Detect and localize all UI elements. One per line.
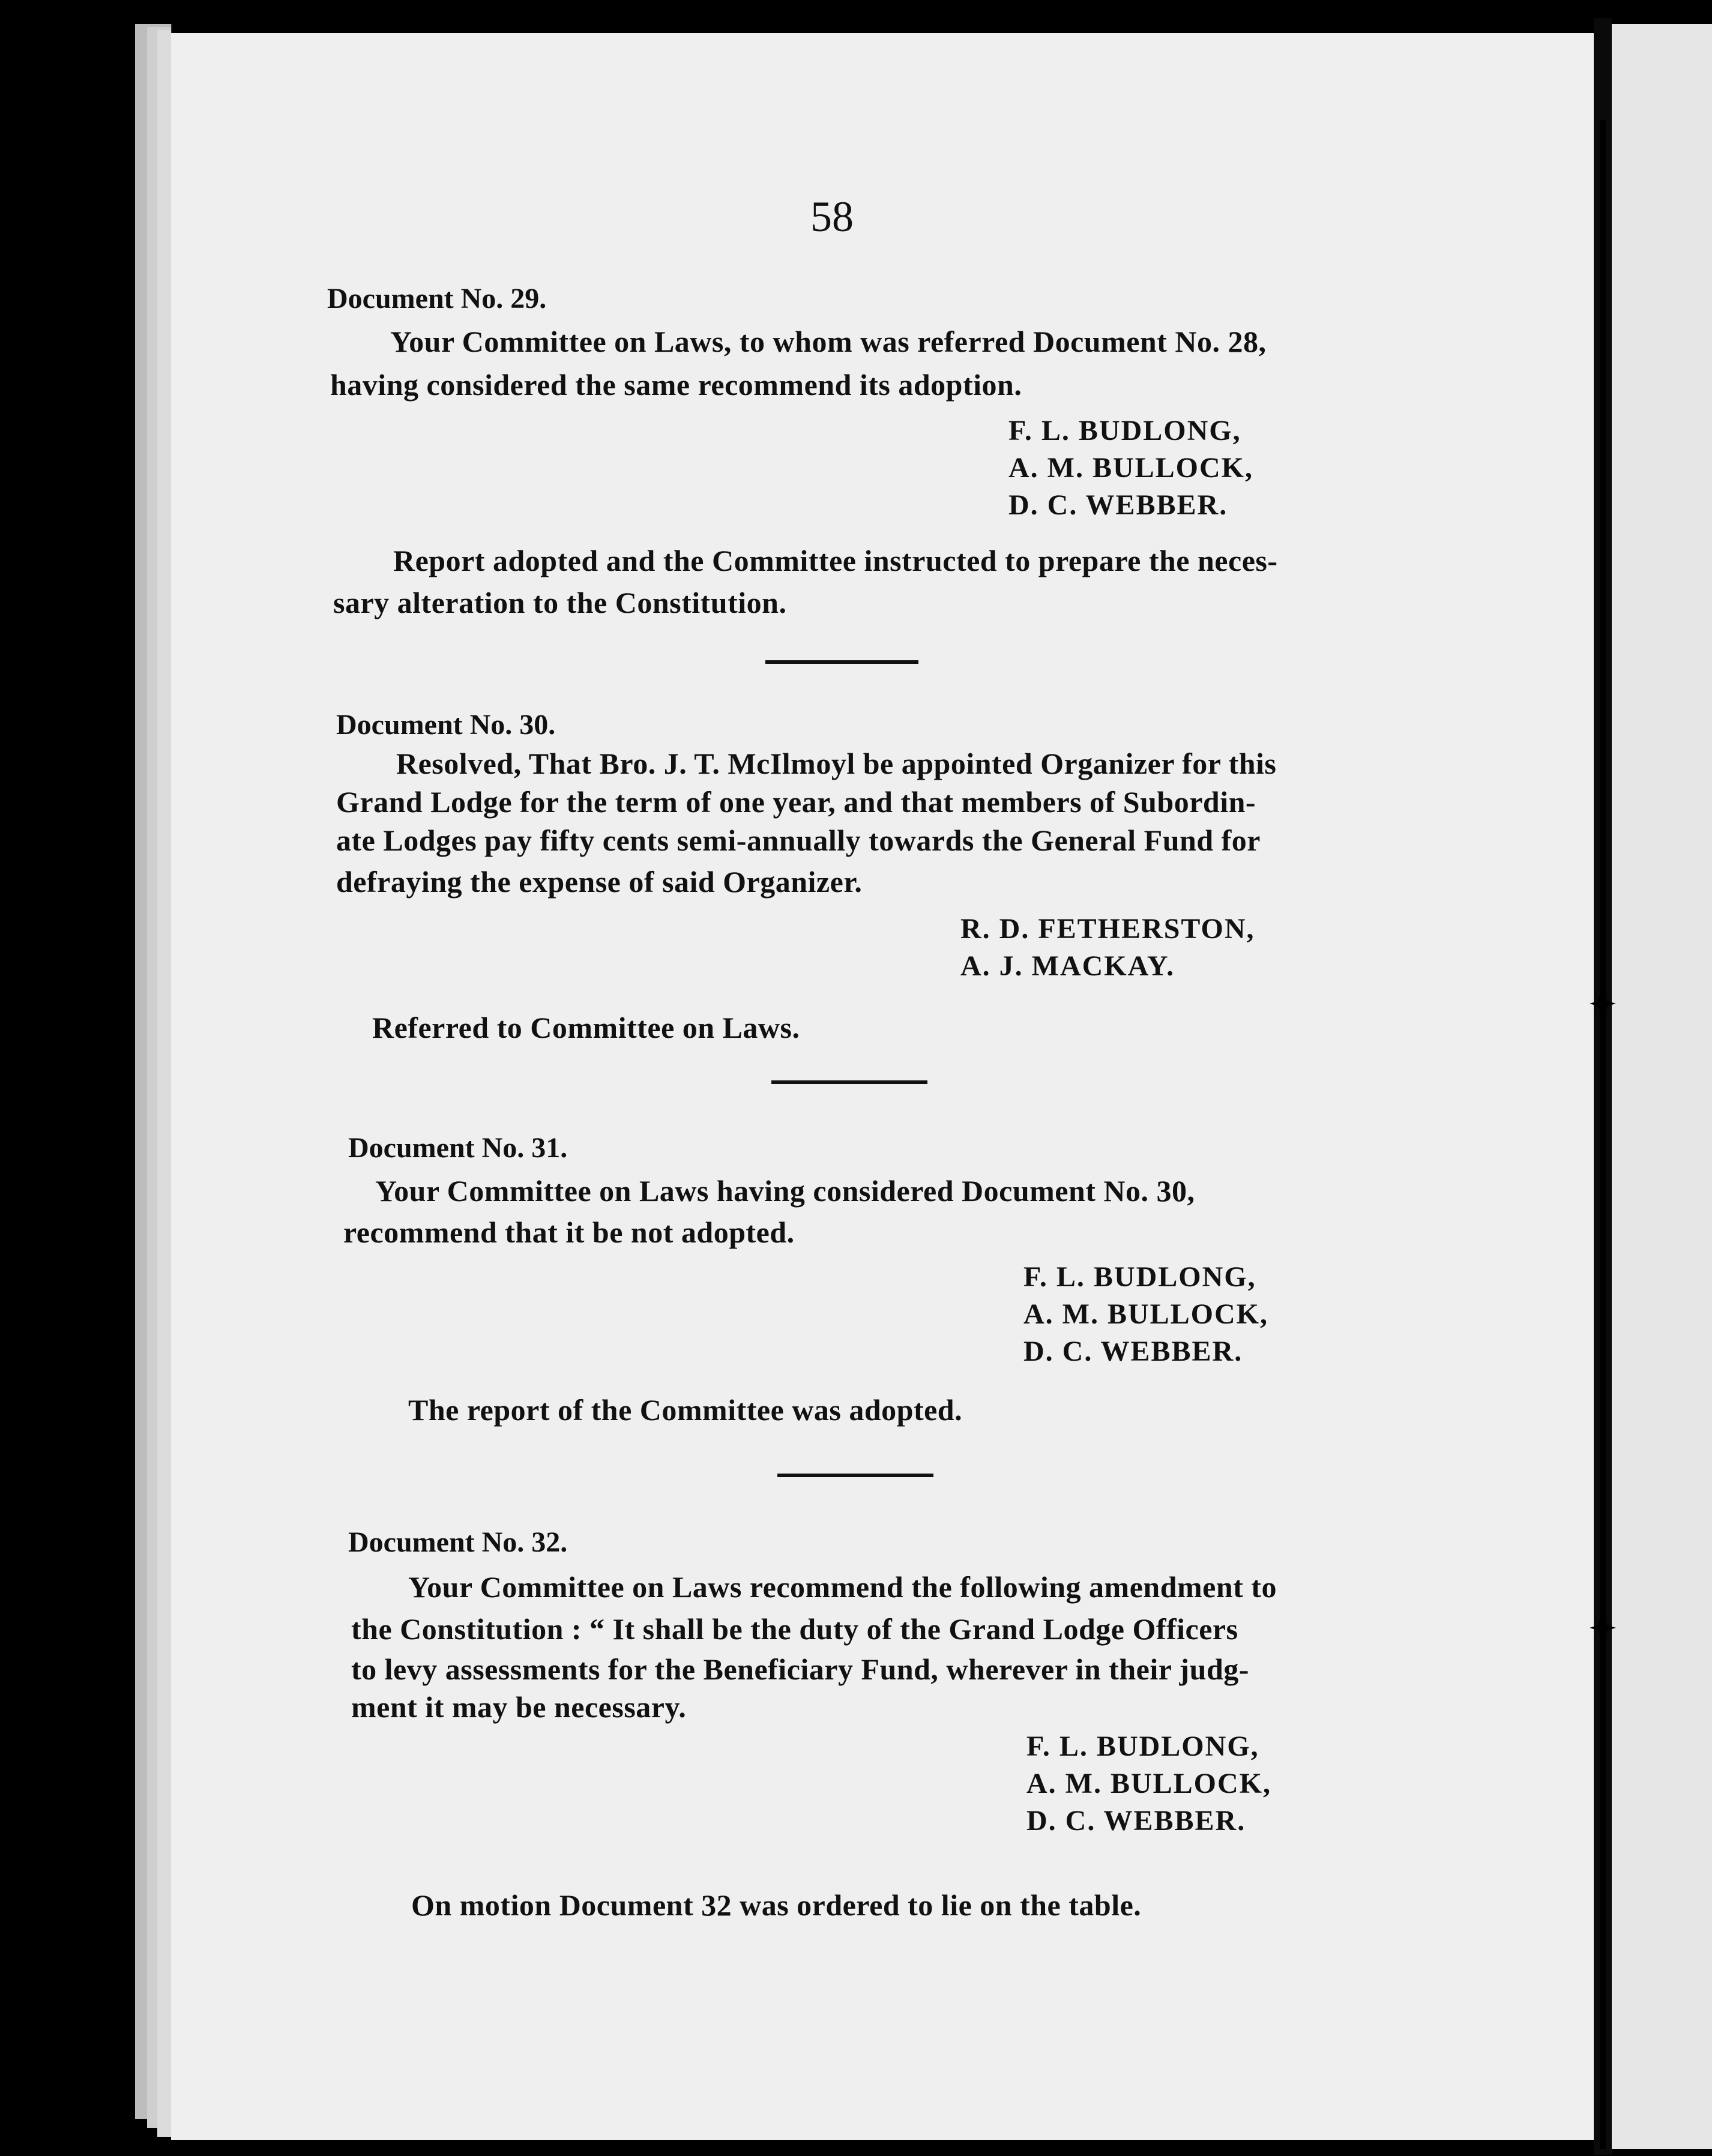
body-line: Your Committee on Laws recommend the following amendment to [408, 1570, 1277, 1604]
signatory: F. L. BUDLONG, [1008, 415, 1241, 447]
body-line: Report adopted and the Committee instructed to prepare the neces- [393, 544, 1278, 577]
spine-ornament-icon [1590, 1615, 1616, 1641]
body-line: Your Committee on Laws, to whom was referred Document No. 28, [390, 325, 1267, 358]
section-divider [765, 660, 918, 664]
signatory: D. C. WEBBER. [1023, 1335, 1243, 1367]
signatory: A. J. MACKAY. [960, 950, 1175, 982]
signatory: A. M. BULLOCK, [1023, 1298, 1269, 1330]
signatory: D. C. WEBBER. [1026, 1805, 1246, 1837]
body-line: recommend that it be not adopted. [343, 1215, 795, 1249]
page-edge-3 [157, 30, 172, 2137]
spine-line [1600, 120, 1606, 2149]
signatory: A. M. BULLOCK, [1008, 452, 1254, 484]
body-line: Your Committee on Laws having considered Document No. 30, [375, 1174, 1195, 1208]
body-line: sary alteration to the Constitution. [333, 586, 787, 619]
page-number: 58 [810, 193, 854, 241]
body-line: having considered the same recommend its adoption. [330, 368, 1022, 402]
body-line: ment it may be necessary. [351, 1690, 687, 1724]
signatory: F. L. BUDLONG, [1023, 1261, 1256, 1293]
body-line: Grand Lodge for the term of one year, and that members of Subordin- [336, 785, 1256, 819]
body-line: to levy assessments for the Beneficiary Fund, wherever in their judg- [351, 1652, 1249, 1686]
document-heading: Document No. 32. [348, 1526, 568, 1558]
body-line: the Constitution : “ It shall be the duty of the Grand Lodge Officers [351, 1612, 1238, 1646]
document-heading: Document No. 31. [348, 1132, 568, 1164]
document-heading: Document No. 30. [336, 709, 556, 741]
spine-ornament-icon [1590, 990, 1616, 1017]
body-line: ate Lodges pay fifty cents semi-annually towards the General Fund for [336, 824, 1261, 857]
signatory: R. D. FETHERSTON, [960, 913, 1255, 945]
facing-page-edge [1612, 24, 1712, 2149]
body-line: Referred to Committee on Laws. [372, 1011, 800, 1044]
section-divider [771, 1080, 927, 1084]
body-line: defraying the expense of said Organizer. [336, 865, 863, 899]
section-divider [777, 1474, 933, 1477]
signatory: A. M. BULLOCK, [1026, 1768, 1272, 1799]
body-line: Resolved, That Bro. J. T. McIlmoyl be appointed Organizer for this [396, 747, 1277, 780]
signatory: F. L. BUDLONG, [1026, 1730, 1259, 1762]
body-line: On motion Document 32 was ordered to lie on the table. [411, 1888, 1142, 1922]
signatory: D. C. WEBBER. [1008, 489, 1228, 521]
body-line: The report of the Committee was adopted. [408, 1393, 963, 1427]
document-heading: Document No. 29. [327, 283, 547, 315]
